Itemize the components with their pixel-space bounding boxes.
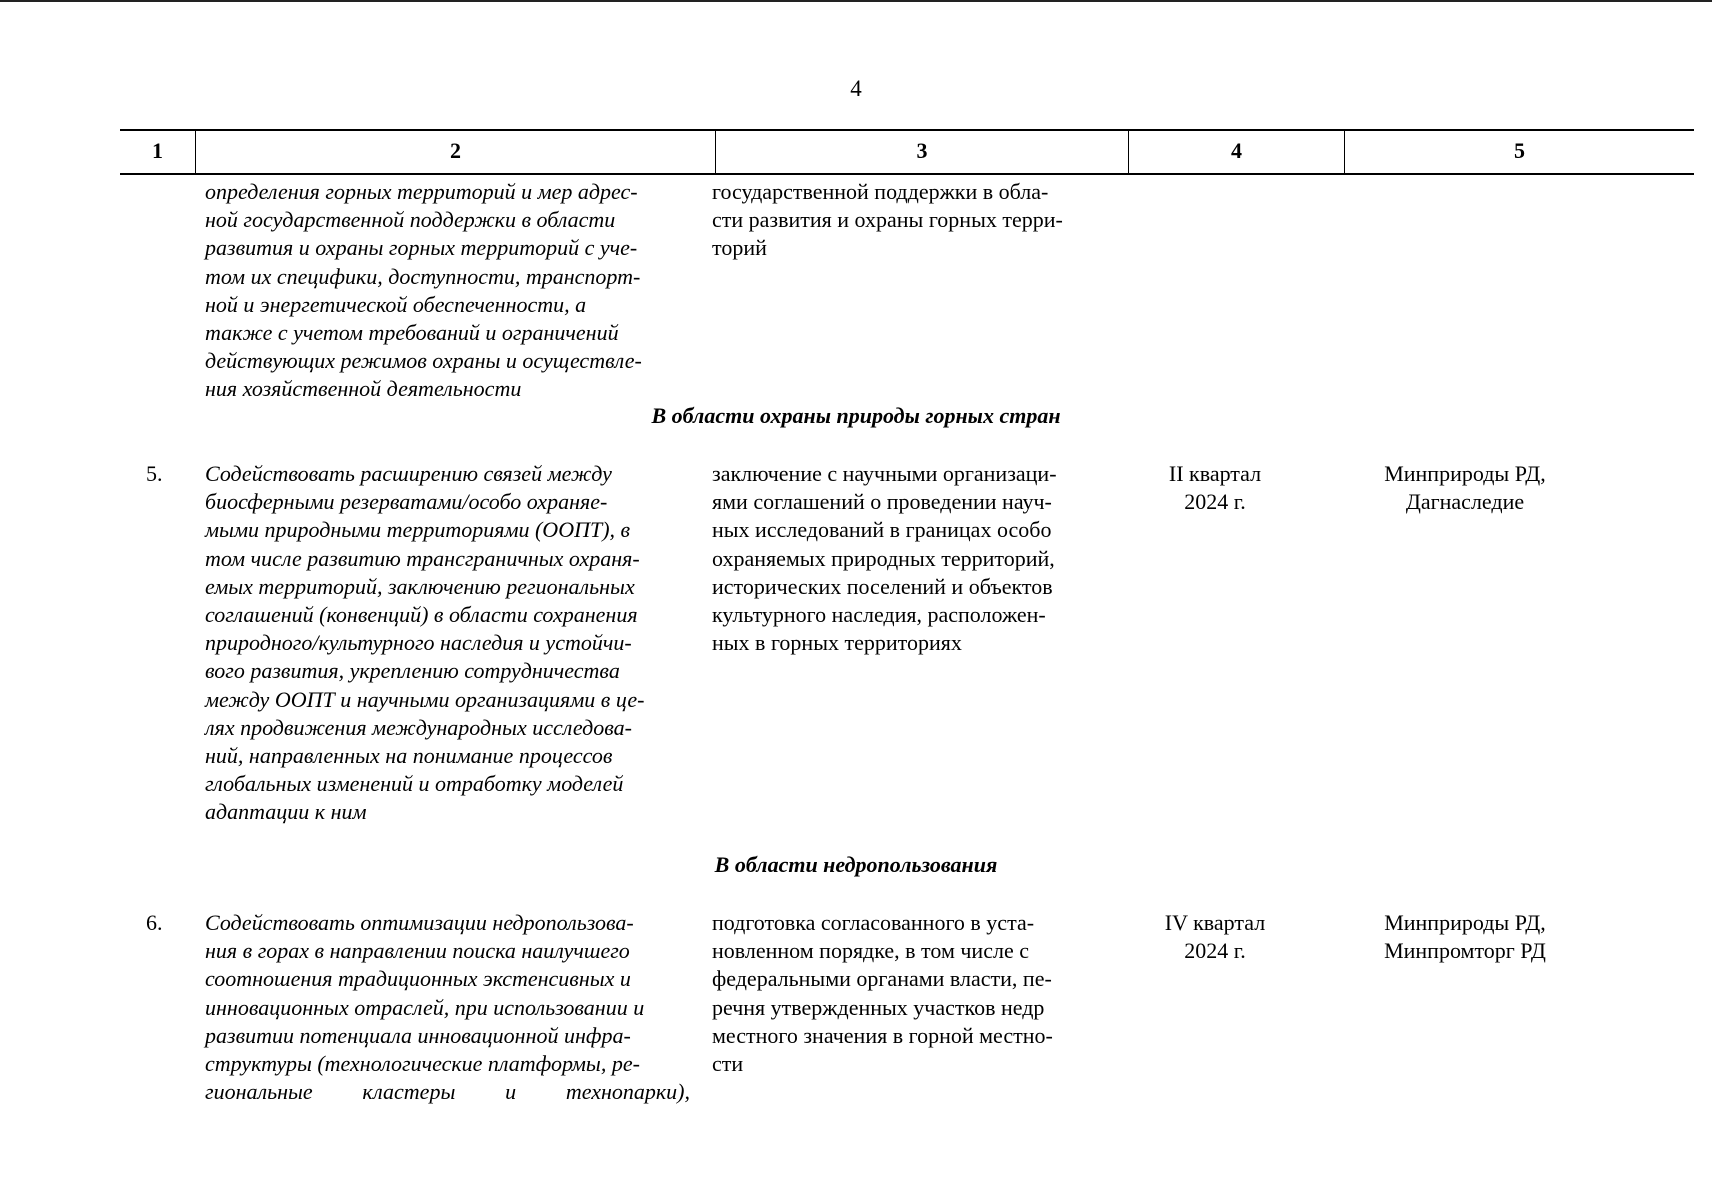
text-line: подготовка согласованного в уста- — [712, 910, 1035, 935]
text-line: Содействовать оптимизации недропользова- — [205, 910, 634, 935]
text-line: ния в горах в направлении поиска наилучшего — [205, 938, 630, 964]
text-line: соотношения традиционных экстенсивных и — [205, 966, 631, 992]
text-line: охраняемых природных территорий, — [712, 545, 1055, 571]
header-col-2: 2 — [195, 131, 715, 173]
row-measure — [205, 460, 690, 827]
text-line: заключение с научными организаци- — [712, 461, 1057, 486]
text-line: торий — [712, 235, 767, 261]
text-line: исторических поселений и объектов — [712, 573, 1053, 599]
text-line: между ООПТ и научными организациями в це- — [205, 686, 645, 712]
text-line: IV квартал — [1164, 910, 1266, 935]
text-line: новленном порядке, в том числе с — [712, 938, 1029, 964]
text-line: том их специфики, доступности, транспорт- — [205, 263, 641, 289]
text-line: соглашений (конвенций) в области сохранения — [205, 602, 638, 628]
row-number: 6. — [146, 910, 163, 935]
text-line: II квартал — [1168, 461, 1262, 486]
text-line: инновационных отраслей, при использовании и — [205, 994, 645, 1020]
text-line: действующих режимов охраны и осуществле- — [205, 348, 642, 374]
text-line: Содействовать расширению связей между — [205, 461, 612, 486]
header-col-5: 5 — [1344, 131, 1694, 173]
text-line: ной государственной поддержки в области — [205, 207, 616, 233]
text-line: лях продвижения международных исследова- — [205, 714, 632, 740]
text-line: глобальных изменений и отработку моделей — [205, 771, 624, 797]
text-line: ний, направленных на понимание процессов — [205, 743, 613, 769]
text-line: емых территорий, заключению региональных — [205, 573, 635, 599]
text-line: структуры (технологические платформы, ре- — [205, 1051, 640, 1077]
table-header — [120, 129, 1694, 175]
text-line: 2024 г. — [1184, 938, 1246, 964]
row-deadline — [1130, 460, 1300, 516]
section-title-subsoil: В области недропользования — [714, 852, 998, 877]
text-line: ями соглашений о проведении науч- — [712, 489, 1052, 515]
text-line: вого развития, укреплению сотрудничества — [205, 658, 620, 684]
text-line: ных в горных территориях — [712, 630, 962, 656]
row-deadline — [1130, 909, 1300, 965]
text-line: гиональные кластеры и технопарки), — [205, 1079, 690, 1105]
row-result — [712, 909, 1096, 1078]
text-line: Минприроды РД, — [1384, 910, 1546, 935]
text-line: также с учетом требований и ограничений — [205, 320, 619, 346]
text-line: федеральными органами власти, пе- — [712, 966, 1052, 992]
text-line: биосферными резерватами/особо охраняе- — [205, 489, 608, 515]
row-responsible — [1340, 460, 1590, 516]
text-line: развитии потенциала инновационной инфра- — [205, 1022, 631, 1048]
header-col-3: 3 — [715, 131, 1128, 173]
text-line: сти развития и охраны горных терри- — [712, 207, 1063, 233]
text-line: ных исследований в границах особо — [712, 517, 1052, 543]
text-line: природного/культурного наследия и устойчи- — [205, 630, 632, 656]
text-line: местного значения в горной местно- — [712, 1022, 1053, 1048]
text-line: развития и охраны горных территорий с уче- — [205, 235, 638, 261]
row-number: 5. — [146, 461, 163, 486]
continuation-result — [712, 178, 1096, 263]
header-col-1: 1 — [152, 138, 163, 163]
text-line: мыми природными территориями (ООПТ), в — [205, 517, 631, 543]
row-responsible — [1340, 909, 1590, 965]
row-result — [712, 460, 1096, 657]
text-line: сти — [712, 1051, 744, 1077]
header-col-4: 4 — [1128, 131, 1344, 173]
page-top-edge — [0, 0, 1712, 2]
text-line: определения горных территорий и мер адрес- — [205, 179, 638, 204]
text-line: том числе развитию трансграничных охраня- — [205, 545, 640, 571]
text-line: Дагнаследие — [1405, 489, 1525, 515]
text-line: ной и энергетической обеспеченности, а — [205, 291, 587, 317]
text-line: 2024 г. — [1184, 489, 1246, 515]
text-line: Минпромторг РД — [1384, 938, 1546, 964]
section-title-nature: В области охраны природы горных стран — [651, 403, 1061, 428]
text-line: адаптации к ним — [205, 799, 367, 825]
text-line: государственной поддержки в обла- — [712, 179, 1049, 204]
continuation-measure — [205, 178, 690, 404]
page-number: 4 — [850, 76, 862, 101]
text-line: ния хозяйственной деятельности — [205, 376, 522, 402]
text-line: речня утвержденных участков недр — [712, 994, 1045, 1020]
row-measure — [205, 909, 690, 1106]
text-line: Минприроды РД, — [1384, 461, 1546, 486]
text-line: культурного наследия, расположен- — [712, 602, 1046, 628]
